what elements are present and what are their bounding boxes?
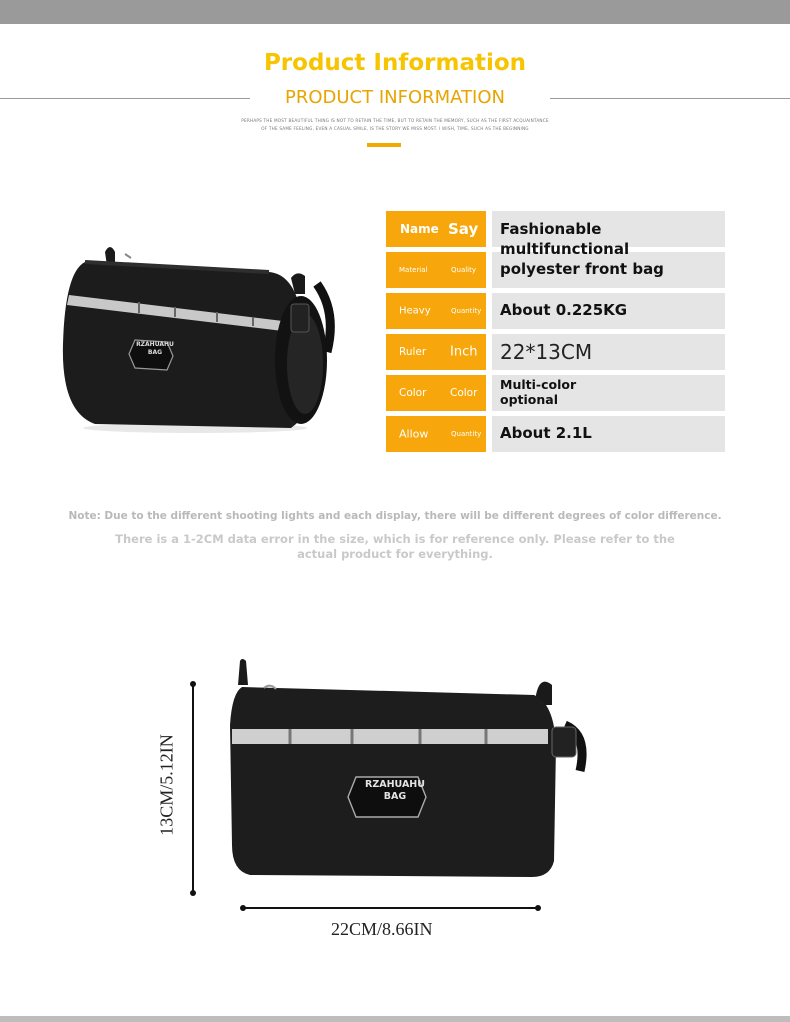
spec-value-heavy: About 0.225KG bbox=[500, 301, 628, 319]
spec-label-material: Material Quality bbox=[386, 252, 486, 288]
spec-value-allow: About 2.1L bbox=[500, 424, 592, 442]
spec-label-heavy: Heavy Quantity bbox=[386, 293, 486, 329]
spec-value-ruler: 22*13CM bbox=[500, 340, 593, 364]
product-photo-small bbox=[55, 232, 335, 442]
spec-label-allow: Allow Quantity bbox=[386, 416, 486, 452]
spec-label-color: Color Color bbox=[386, 375, 486, 411]
height-dimension-label: 13CM/5.12IN bbox=[156, 734, 177, 836]
spec-value-color: Multi-color optional bbox=[500, 377, 577, 407]
tagline-line-1: PERHAPS THE MOST BEAUTIFUL THING IS NOT TO RETAIN THE TIME, BUT TO RETAIN THE MEMORY, SUCH AS THE FIRST ACQUAINTANCE bbox=[241, 118, 549, 123]
width-dimension-label: 22CM/8.66IN bbox=[331, 919, 433, 939]
page-subtitle: PRODUCT INFORMATION bbox=[284, 87, 506, 108]
bottom-bar bbox=[0, 1016, 790, 1022]
spec-value-name: Fashionable multifunctional polyester front bag bbox=[500, 220, 664, 278]
logo-large: RZAHUAHU BAG bbox=[365, 779, 425, 802]
note-size-error: There is a 1-2CM data error in the size, which is for reference only. Please refer to the actual product for everything. bbox=[115, 532, 675, 561]
tagline-line-2: OF THE SAME FEELING, EVEN A CASUAL SMILE, IS THE STORY WE MISS MOST. I WISH, TIME, SUCH AS THE BEGINNING bbox=[261, 126, 529, 131]
accent-bar bbox=[367, 143, 401, 147]
page-title: Product Information bbox=[263, 50, 527, 76]
spec-label-ruler: Ruler Inch bbox=[386, 334, 486, 370]
note-color-difference: Note: Due to the different shooting lights and each display, there will be different degrees of color difference. bbox=[68, 510, 722, 522]
top-bar bbox=[0, 0, 790, 24]
logo-small: RZAHUAHU BAG bbox=[136, 341, 174, 356]
spec-label-name: Name Say bbox=[386, 211, 486, 247]
